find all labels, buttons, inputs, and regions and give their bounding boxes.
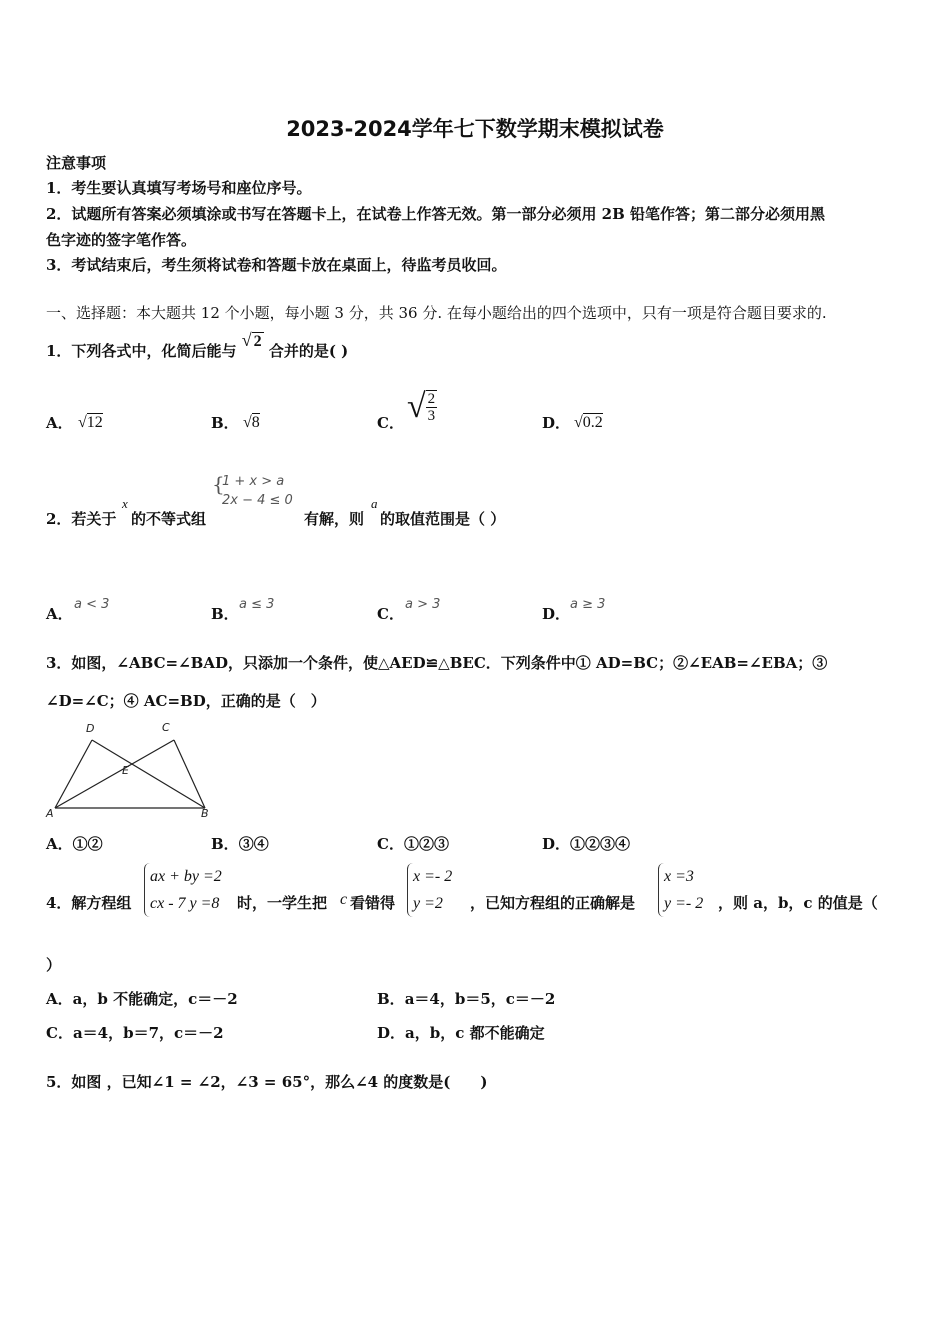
notice-heading: 注意事项 <box>46 154 107 172</box>
q4-prefix: 4．解方程组 <box>46 894 132 912</box>
q1-option-d[interactable]: D． <box>542 414 571 432</box>
label-a: A <box>46 807 54 820</box>
notice-item: 3．考试结束后，考生须将试卷和答题卡放在桌面上，待监考员收回。 <box>46 256 507 274</box>
q2-option-a-expr: a < 3 <box>74 597 110 612</box>
page-title: 2023-2024学年七下数学期末模拟试卷 <box>286 117 664 141</box>
q2-option-a[interactable]: A． <box>46 605 73 623</box>
q3-line1: 3．如图，∠ABC=∠BAD，只添加一个条件，使△AED≌△BEC．下列条件中① AD=BC；②∠EAB=∠EBA；③ <box>46 654 828 672</box>
q2-option-d-expr: a ≥ 3 <box>570 597 606 612</box>
q2-after-sys: 有解，则 <box>304 510 365 528</box>
question-5: 5．如图 ，已知∠1 = ∠2，∠3 = 65°，那么∠4 的度数是( ) <box>46 1073 488 1091</box>
q4-suffix: ，则 a，b，c 的值是（ <box>718 894 878 912</box>
q4-close: ） <box>46 956 62 974</box>
q2-prefix: 2．若关于 <box>46 510 117 528</box>
q4-mid1: 时，一学生把 <box>237 894 328 912</box>
q1-option-c-expr: √ $\frac{2}{3}$ <box>407 388 436 425</box>
q4-mid3: ，已知方程组的正确解是 <box>470 894 636 912</box>
q2-option-b-expr: a ≤ 3 <box>239 597 275 612</box>
q3-option-c[interactable]: C．①②③ <box>377 835 449 853</box>
q3-option-d[interactable]: D．①②③④ <box>542 835 631 853</box>
label-d: D <box>86 722 95 735</box>
q1-option-a-expr: √12 <box>78 414 103 431</box>
q4-option-a[interactable]: A．a，b 不能确定，c＝－2 <box>46 990 238 1008</box>
q4-system-2: x =- 2 y =2 <box>407 863 452 917</box>
line-bc <box>174 740 205 808</box>
q3-option-b[interactable]: B．③④ <box>211 835 269 853</box>
question-1 <box>46 330 349 361</box>
q1-suffix: 合并的是( ) <box>268 342 349 360</box>
q2-var-x: x <box>122 496 128 511</box>
q2-suffix: 的取值范围是（ ） <box>380 510 506 528</box>
q2-option-c-expr: a > 3 <box>405 597 441 612</box>
q4-system-3: x =3 y =- 2 <box>658 863 703 917</box>
section-heading: 一、选择题：本大题共 12 个小题，每小题 3 分，共 36 分. 在每小题给出的四个选项中，只有一项是符合题目要求的. <box>46 304 827 322</box>
q4-var-c: c <box>340 891 348 908</box>
q4-mid2: 看错得 <box>350 894 396 912</box>
q3-option-a[interactable]: A．①② <box>46 835 103 853</box>
q2-option-c[interactable]: C． <box>377 605 404 623</box>
sqrt-2: √ 2 <box>241 330 262 350</box>
q4-option-c[interactable]: C．a＝4，b＝7，c＝－2 <box>46 1024 224 1042</box>
label-c: C <box>162 721 170 734</box>
q2-sys-line1: 1 + x > a <box>222 474 285 489</box>
q3-line2: ∠D=∠C；④ AC=BD，正确的是（ ） <box>46 692 326 710</box>
q1-option-b[interactable]: B． <box>211 414 239 432</box>
brace-icon: { <box>212 472 225 496</box>
q2-option-b[interactable]: B． <box>211 605 239 623</box>
q1-option-b-expr: √8 <box>243 414 260 431</box>
q1-option-c[interactable]: C． <box>377 414 404 432</box>
q4-option-d[interactable]: D．a，b，c 都不能确定 <box>377 1024 545 1042</box>
q4-system-1: ax + by =2 cx - 7 y =8 <box>144 863 222 917</box>
q2-option-d[interactable]: D． <box>542 605 571 623</box>
q4-option-b[interactable]: B．a＝4，b＝5，c＝－2 <box>377 990 556 1008</box>
q2-sys-line2: 2x − 4 ≤ 0 <box>222 493 293 508</box>
line-bd <box>92 740 205 808</box>
q2-middle: 的不等式组 <box>131 510 207 528</box>
q3-figure <box>40 718 220 823</box>
q1-prefix: 1．下列各式中，化简后能与 <box>46 342 237 360</box>
label-e: E <box>122 764 129 777</box>
q2-var-a: a <box>371 496 378 511</box>
notice-item: 1．考生要认真填写考场号和座位序号。 <box>46 179 312 197</box>
label-b: B <box>201 807 209 820</box>
notice-item: 色字迹的签字笔作答。 <box>46 231 197 249</box>
q1-option-a[interactable]: A． <box>46 414 73 432</box>
q1-option-d-expr: √0.2 <box>574 414 603 431</box>
notice-item: 2．试题所有答案必须填涂或书写在答题卡上，在试卷上作答无效。第一部分必须用 2B 铅笔作答；第二部分必须用黑 <box>46 205 826 223</box>
